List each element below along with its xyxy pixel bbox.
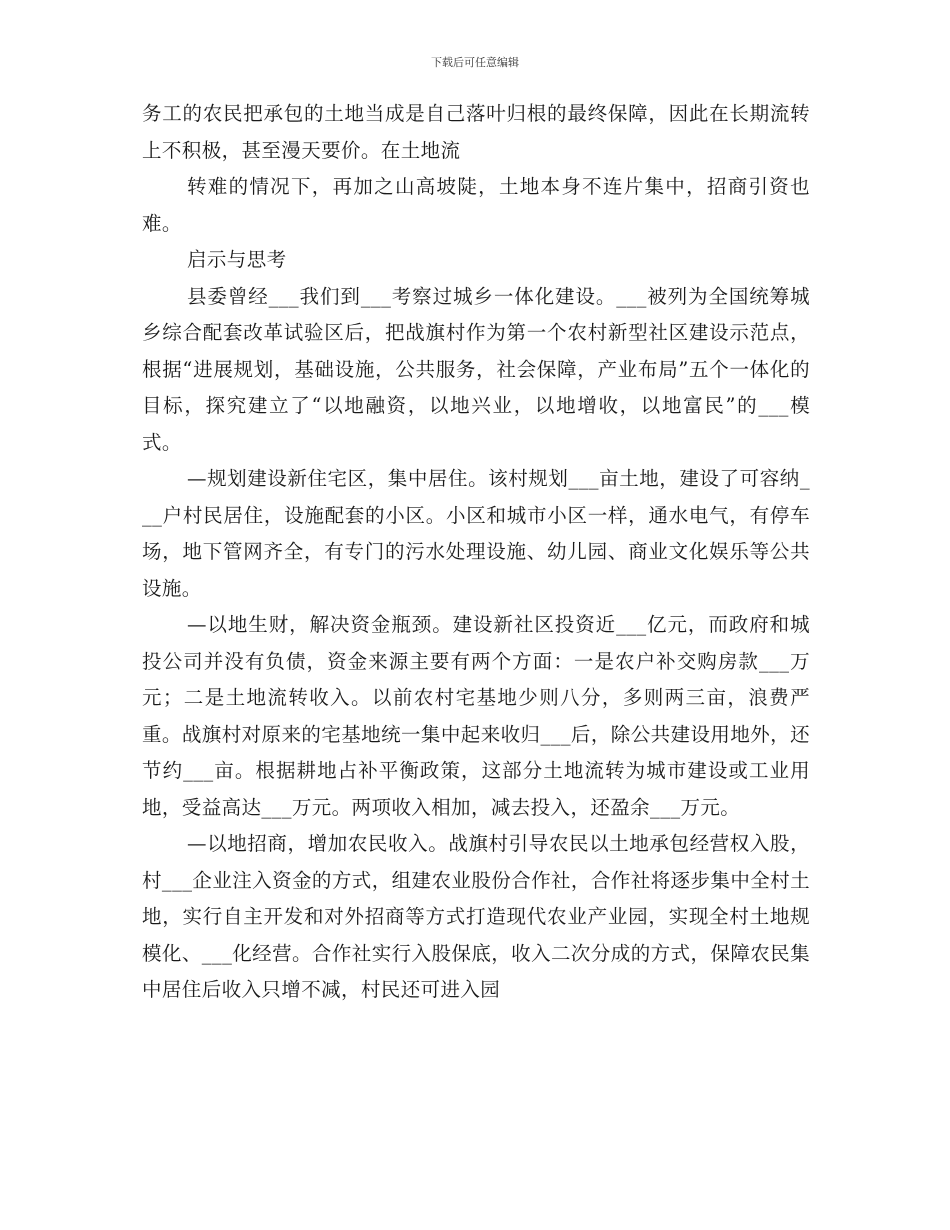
paragraph-land-investment: —以地招商，增加农民收入。战旗村引导农民以土地承包经营权入股，村___企业注入资金的方式，组建农业股份合作社，合作社将逐步集中全村土地，实行自主开发和对外招商等方式打造现代农业产业园，实现全村土地规模化、___化经营。合作社实行入股保底，收入二次分成的方式，保障农民集中居住后收入只增不减，村民还可进入园 xyxy=(142,832,810,1001)
paragraph-land-finance: —以地生财，解决资金瓶颈。建设新社区投资近___亿元，而政府和城投公司并没有负债，资金来源主要有两个方面：一是农户补交购房款___万元；二是土地流转收入。以前农村宅基地少则八分，多则两三亩，浪费严重。战旗村对原来的宅基地统一集中起来收归___后，除公共建设用地外，还节约___亩。根据耕地占补平衡政策，这部分土地流转为城市建设或工业用地，受益高达___万元。两项收入相加，减去投入，还盈余___万元。 xyxy=(142,613,810,819)
section-heading-insights: 启示与思考 xyxy=(187,248,287,271)
paragraph-residential-planning: —规划建设新住宅区，集中居住。该村规划___亩土地，建设了可容纳___户村民居住，设施配套的小区。小区和城市小区一样，通水电气，有停车场，地下管网齐全，有专门的污水处理设施、幼儿园、商业文化娱乐等公共设施。 xyxy=(142,467,810,600)
paragraph-land-transfer-difficulty: 转难的情况下，再加之山高坡陡，土地本身不连片集中，招商引资也难。 xyxy=(142,175,810,235)
paragraph-continuation: 务工的农民把承包的土地当成是自己落叶归根的最终保障，因此在长期流转上不积极，甚至漫天要价。在土地流 xyxy=(142,102,810,162)
page-header-note: 下载后可任意编辑 xyxy=(431,56,519,69)
document-body xyxy=(142,96,810,1009)
paragraph-county-inspection: 县委曾经___我们到___考察过城乡一体化建设。___被列为全国统筹城乡综合配套改革试验区后，把战旗村作为第一个农村新型社区建设示范点，根据“进展规划，基础设施，公共服务，社会保障，产业布局”五个一体化的目标，探究建立了“以地融资，以地兴业，以地增收，以地富民”的___模式。 xyxy=(142,284,810,454)
